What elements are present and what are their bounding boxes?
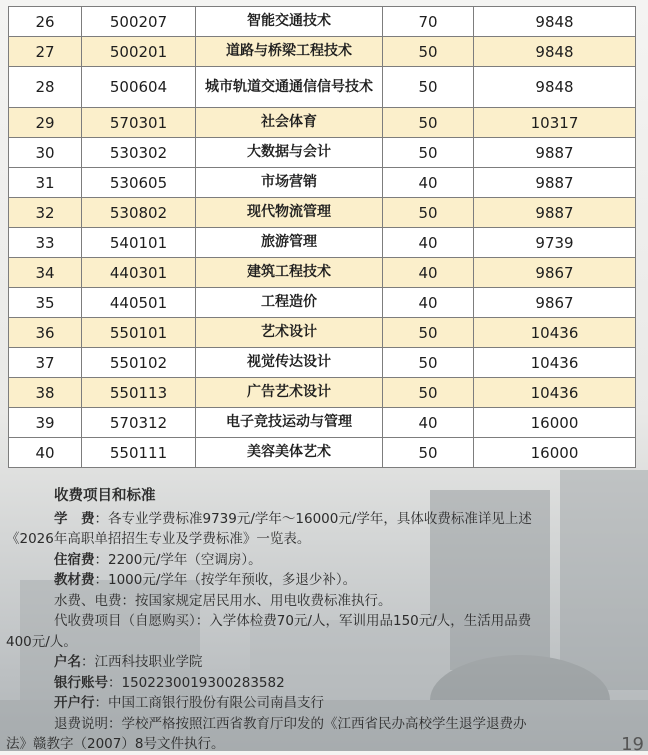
major-code-cell: 570312 [82, 408, 196, 438]
table-row [9, 288, 636, 318]
fee-info-section [6, 486, 636, 755]
dorm-fee-text: ：2200元/学年（空调房）。 [94, 551, 262, 568]
major-name-cell: 工程造价 [196, 288, 383, 318]
tuition-fee-cell: 10436 [474, 378, 636, 408]
bank-line [6, 693, 636, 714]
major-name-cell: 大数据与会计 [196, 138, 383, 168]
table-row [9, 318, 636, 348]
table-row [9, 258, 636, 288]
major-code-cell: 550102 [82, 348, 196, 378]
table-row [9, 348, 636, 378]
enrollment-plan-cell: 40 [383, 258, 474, 288]
major-name-cell: 现代物流管理 [196, 198, 383, 228]
enrollment-plan-cell: 40 [383, 288, 474, 318]
account-number-text: ：1502230019300283582 [108, 674, 285, 691]
tuition-fee-cell: 9848 [474, 67, 636, 108]
row-number-cell: 35 [9, 288, 82, 318]
major-fee-table-wrapper [8, 6, 635, 468]
table-row [9, 67, 636, 108]
tuition-fee-cell: 9848 [474, 7, 636, 37]
table-row [9, 438, 636, 468]
major-name-cell: 广告艺术设计 [196, 378, 383, 408]
row-number-cell: 34 [9, 258, 82, 288]
refund-line: 退费说明：学校严格按照江西省教育厅印发的《江西省民办高校学生退学退费办 [54, 715, 527, 732]
tuition-fee-cell: 10436 [474, 348, 636, 378]
table-row [9, 378, 636, 408]
enrollment-plan-cell: 50 [383, 108, 474, 138]
agent-fee-line: 代收费项目（自愿购买）：入学体检费70元/人，军训用品150元/人，生活用品费 [54, 613, 532, 629]
major-code-cell: 530302 [82, 138, 196, 168]
major-code-cell: 550101 [82, 318, 196, 348]
row-number-cell: 37 [9, 348, 82, 378]
tuition-fee-cell: 10317 [474, 108, 636, 138]
row-number-cell: 32 [9, 198, 82, 228]
major-name-cell: 智能交通技术 [196, 7, 383, 37]
row-number-cell: 38 [9, 378, 82, 408]
tuition-fee-cell: 9887 [474, 198, 636, 228]
enrollment-plan-cell: 50 [383, 438, 474, 468]
enrollment-plan-cell: 70 [383, 7, 474, 37]
major-name-cell: 美容美体艺术 [196, 438, 383, 468]
tuition-text: ：各专业学费标准9739元/学年～16000元/学年，具体收费标准详见上述 [94, 510, 532, 527]
book-fee-line [6, 570, 636, 591]
tuition-fee-cell: 16000 [474, 438, 636, 468]
account-name-key: 户名 [54, 654, 81, 670]
bank-key: 开户行 [54, 695, 95, 711]
tuition-fee-cell: 9887 [474, 168, 636, 198]
enrollment-plan-cell: 50 [383, 138, 474, 168]
account-name-line [6, 652, 636, 673]
major-code-cell: 500201 [82, 37, 196, 67]
row-number-cell: 31 [9, 168, 82, 198]
row-number-cell: 27 [9, 37, 82, 67]
enrollment-plan-cell: 50 [383, 37, 474, 67]
major-code-cell: 500604 [82, 67, 196, 108]
row-number-cell: 26 [9, 7, 82, 37]
major-code-cell: 440501 [82, 288, 196, 318]
fee-section-heading: 收费项目和标准 [54, 488, 156, 504]
major-name-cell: 电子竞技运动与管理 [196, 408, 383, 438]
account-number-line [6, 673, 636, 694]
enrollment-plan-cell: 50 [383, 318, 474, 348]
table-row [9, 37, 636, 67]
tuition-line [6, 509, 636, 530]
page-number: 19 [621, 734, 644, 755]
tuition-fee-cell: 9887 [474, 138, 636, 168]
major-name-cell: 道路与桥梁工程技术 [196, 37, 383, 67]
tuition-fee-cell: 9848 [474, 37, 636, 67]
row-number-cell: 30 [9, 138, 82, 168]
major-code-cell: 550111 [82, 438, 196, 468]
tuition-fee-cell: 10436 [474, 318, 636, 348]
row-number-cell: 40 [9, 438, 82, 468]
tuition-line-2: 《2026年高职单招招生专业及学费标准》一览表。 [6, 531, 311, 547]
major-fee-table [8, 6, 636, 468]
major-code-cell: 540101 [82, 228, 196, 258]
enrollment-plan-cell: 40 [383, 408, 474, 438]
major-code-cell: 570301 [82, 108, 196, 138]
book-fee-text: ：1000元/学年（按学年预收，多退少补）。 [94, 572, 357, 588]
table-row [9, 198, 636, 228]
tuition-key: 学 费 [54, 510, 95, 527]
major-name-cell: 市场营销 [196, 168, 383, 198]
row-number-cell: 39 [9, 408, 82, 438]
account-number-key: 银行账号 [54, 674, 108, 691]
bank-text: ：中国工商银行股份有限公司南昌支行 [94, 695, 324, 711]
tuition-fee-cell: 16000 [474, 408, 636, 438]
row-number-cell: 36 [9, 318, 82, 348]
major-name-cell: 旅游管理 [196, 228, 383, 258]
enrollment-plan-cell: 40 [383, 168, 474, 198]
major-name-cell: 视觉传达设计 [196, 348, 383, 378]
enrollment-plan-cell: 50 [383, 67, 474, 108]
table-row [9, 228, 636, 258]
tuition-fee-cell: 9867 [474, 288, 636, 318]
row-number-cell: 29 [9, 108, 82, 138]
agent-fee-line-2: 400元/人。 [6, 633, 77, 650]
major-code-cell: 440301 [82, 258, 196, 288]
enrollment-plan-cell: 40 [383, 228, 474, 258]
table-row [9, 138, 636, 168]
tuition-fee-cell: 9867 [474, 258, 636, 288]
major-code-cell: 500207 [82, 7, 196, 37]
dorm-fee-key: 住宿费 [54, 551, 95, 568]
enrollment-plan-cell: 50 [383, 198, 474, 228]
book-fee-key: 教材费 [54, 572, 95, 588]
major-name-cell: 社会体育 [196, 108, 383, 138]
account-name-text: ：江西科技职业学院 [81, 654, 203, 670]
utility-fee-line: 水费、电费：按国家规定居民用水、用电收费标准执行。 [54, 592, 392, 609]
refund-line-2: 法》赣教字（2007）8号文件执行。 [6, 736, 225, 752]
table-row [9, 168, 636, 198]
major-name-cell: 城市轨道交通通信信号技术 [196, 67, 383, 108]
major-code-cell: 550113 [82, 378, 196, 408]
table-row [9, 408, 636, 438]
table-row [9, 108, 636, 138]
dorm-fee-line [6, 550, 636, 571]
major-code-cell: 530802 [82, 198, 196, 228]
enrollment-plan-cell: 50 [383, 348, 474, 378]
enrollment-plan-cell: 50 [383, 378, 474, 408]
table-row [9, 7, 636, 37]
row-number-cell: 28 [9, 67, 82, 108]
major-code-cell: 530605 [82, 168, 196, 198]
major-name-cell: 建筑工程技术 [196, 258, 383, 288]
tuition-fee-cell: 9739 [474, 228, 636, 258]
row-number-cell: 33 [9, 228, 82, 258]
major-name-cell: 艺术设计 [196, 318, 383, 348]
